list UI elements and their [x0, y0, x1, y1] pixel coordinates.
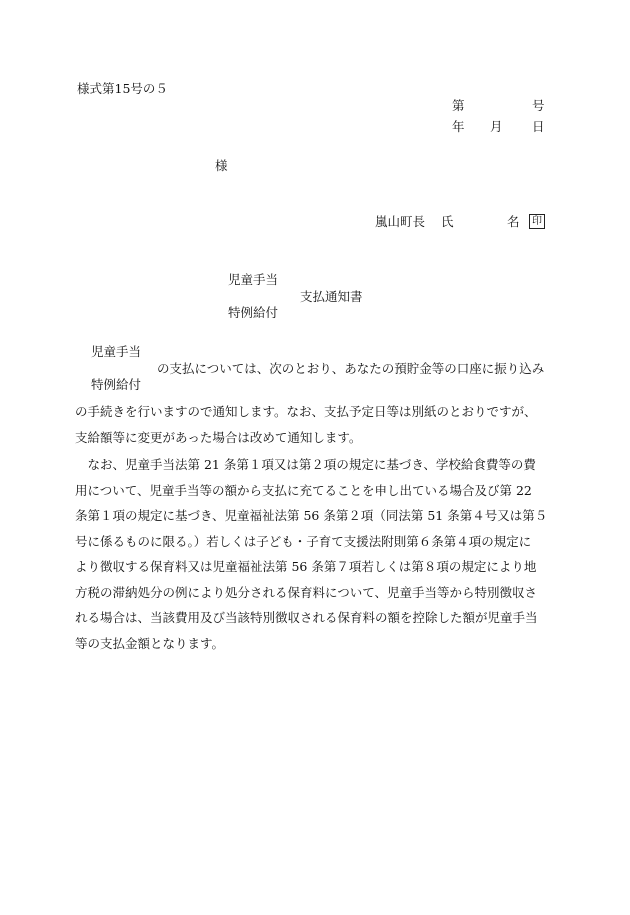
addressee-suffix: 様: [215, 158, 228, 173]
note-line: れる場合は、当該費用及び当該特別徴収される保育料の額を控除した額が児童手当: [75, 610, 538, 625]
intro-line-3: 支給額等に変更があった場合は改めて通知します。: [75, 430, 362, 445]
note-line: 号に係るものに限る。）若しくは子ども・子育て支援法附則第６条第４項の規定に: [75, 533, 532, 549]
note-line: 方税の滞納処分の例により処分される保育料について、児童手当等から特別徴収さ: [75, 584, 538, 600]
date-day: 日: [532, 119, 545, 134]
intro-option-1: 児童手当: [91, 344, 142, 359]
seal-mark: [529, 214, 545, 229]
intro-line-2: の手続きを行いますので通知します。なお、支払予定日等は別紙のとおりですが、: [75, 404, 537, 419]
document-title: 支払通知書: [300, 289, 363, 304]
number-prefix: 第: [452, 98, 465, 113]
date-year: 年: [452, 119, 465, 134]
note-line: 等の支払金額となります。: [75, 635, 225, 651]
seal-label: 印: [529, 214, 545, 229]
note-line: なお、児童手当法第 21 条第１項又は第２項の規定に基づき、学校給食費等の費: [75, 457, 536, 472]
title-option-2: 特例給付: [228, 305, 279, 320]
form-number: 様式第15号の５: [77, 81, 168, 96]
title-option-1: 児童手当: [228, 272, 279, 287]
note-line: より徴収する保育料又は児童福祉法第 56 条第７項若しくは第８項の規定により地: [75, 559, 537, 574]
date-month: 月: [490, 119, 503, 134]
number-suffix: 号: [532, 98, 545, 113]
intro-option-2: 特例給付: [91, 377, 142, 392]
issuer-title: 嵐山町長: [375, 214, 426, 229]
note-line: 条第１項の規定に基づき、児童福祉法第 56 条第２項（同法第 51 条第４号又は第５: [75, 508, 548, 523]
issuer-name-label-1: 氏: [441, 214, 454, 229]
note-paragraph: [75, 452, 558, 656]
issuer-name-label-2: 名: [507, 214, 520, 229]
intro-line-1: の支払については、次のとおり、あなたの預貯金等の口座に振り込み: [157, 361, 545, 376]
note-line: 用について、児童手当等の額から支払に充てることを申し出ている場合及び第 22: [75, 482, 532, 498]
